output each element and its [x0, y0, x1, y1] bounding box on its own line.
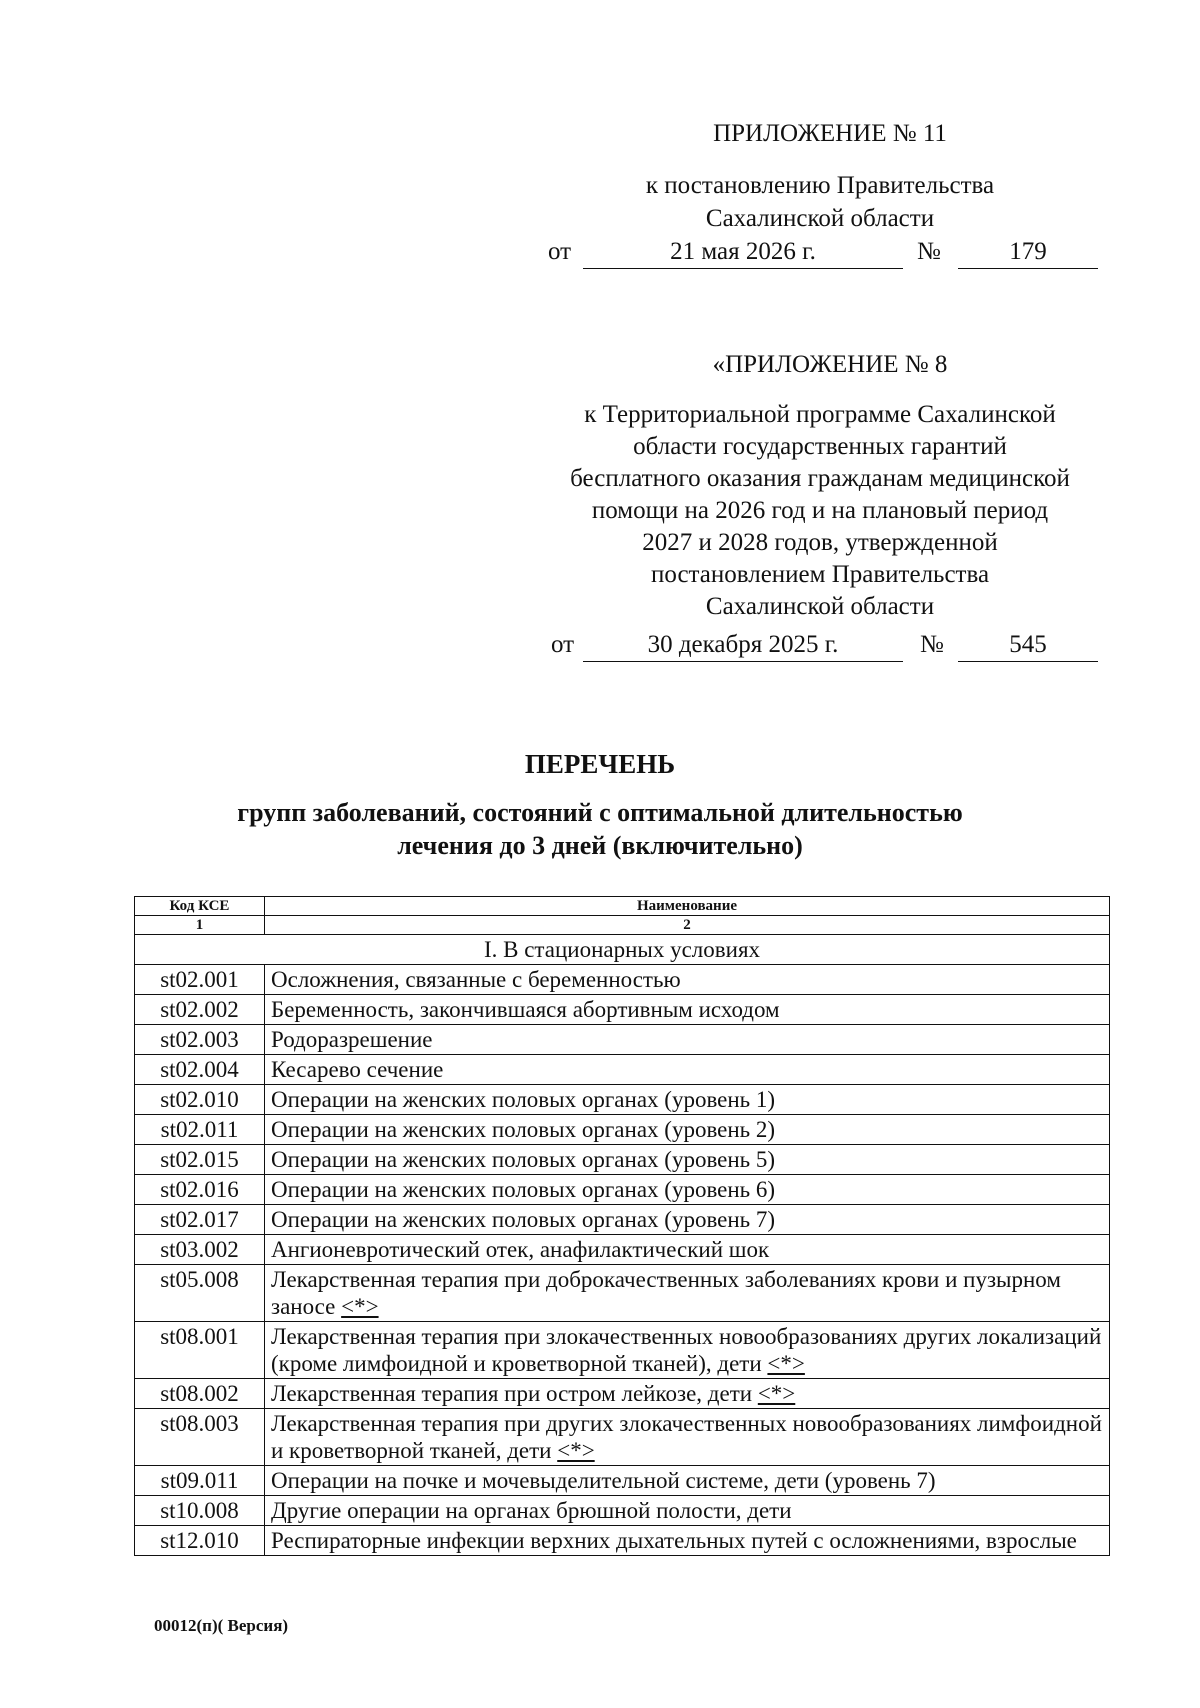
kse-name-text: Операции на почке и мочевыделительной системе, дети (уровень 7) [271, 1468, 936, 1493]
appendix8-title: «ПРИЛОЖЕНИЕ № 8 [712, 351, 948, 378]
appendix11-title: ПРИЛОЖЕНИЕ № 11 [713, 120, 947, 147]
kse-name-text: Операции на женских половых органах (уровень 6) [271, 1177, 776, 1202]
kse-name [265, 965, 1110, 995]
kse-code: st09.011 [135, 1466, 265, 1496]
kse-name [265, 1085, 1110, 1115]
table-row [135, 1526, 1110, 1556]
footnote-ref-link: <*> [341, 1294, 379, 1319]
kse-code: st02.011 [135, 1115, 265, 1145]
footnote-ref-link: <*> [757, 1381, 796, 1406]
kse-code: st12.010 [135, 1526, 265, 1556]
kse-name [265, 995, 1110, 1025]
appendix8-line: Сахалинской области [705, 593, 935, 620]
appendix11-line2: Сахалинской области [705, 205, 935, 232]
kse-code: st03.002 [135, 1235, 265, 1265]
appendix8-line: области государственных гарантий [633, 433, 1007, 460]
kse-name-text: Лекарственная терапия при доброкачественных заболеваниях крови и пузырном заносе [271, 1267, 1061, 1319]
doc-subtitle-2: лечения до 3 дней (включительно) [397, 831, 803, 860]
kse-name [265, 1265, 1110, 1322]
kse-name [265, 1526, 1110, 1556]
table-section-row [135, 935, 1110, 965]
kse-code: st02.003 [135, 1025, 265, 1055]
appendix8-line: помощи на 2026 год и на плановый период [591, 497, 1049, 524]
footer-code: 00012(п)( Версия) [154, 1616, 289, 1635]
table-row [135, 1322, 1110, 1379]
kse-name [265, 1145, 1110, 1175]
kse-name-text: Кесарево сечение [271, 1057, 444, 1082]
kse-code: st08.002 [135, 1379, 265, 1409]
appendix8-line: бесплатного оказания гражданам медицинской [570, 465, 1070, 492]
kse-code: st02.015 [135, 1145, 265, 1175]
doc-subtitle-1: групп заболеваний, состояний с оптимальной длительностью [237, 798, 963, 827]
table-number-row [135, 916, 1110, 935]
kse-name [265, 1055, 1110, 1085]
footnote-ref-link: <*> [767, 1351, 805, 1376]
kse-code: st08.001 [135, 1322, 265, 1379]
kse-name [265, 1496, 1110, 1526]
table-row [135, 1466, 1110, 1496]
kse-name-text: Операции на женских половых органах (уровень 2) [271, 1117, 776, 1142]
kse-name [265, 1115, 1110, 1145]
table-row [135, 1085, 1110, 1115]
col1-header: Код КСЕ [135, 897, 265, 916]
table-row [135, 1145, 1110, 1175]
table-row [135, 1175, 1110, 1205]
table-row [135, 1265, 1110, 1322]
kse-name [265, 1235, 1110, 1265]
kse-name-text: Осложнения, связанные с беременностью [271, 967, 681, 992]
kse-name [265, 1379, 1110, 1409]
appendix11-num-label: № [917, 238, 941, 265]
kse-code: st02.017 [135, 1205, 265, 1235]
kse-name-text: Другие операции на органах брюшной полости, дети [271, 1498, 792, 1523]
appendix8-date: 30 декабря 2025 г. [583, 629, 903, 662]
table-row [135, 965, 1110, 995]
table-row [135, 1235, 1110, 1265]
doc-title: ПЕРЕЧЕНЬ [524, 749, 676, 779]
kse-code: st02.002 [135, 995, 265, 1025]
appendix11-date: 21 мая 2026 г. [583, 236, 903, 269]
kse-name-text: Операции на женских половых органах (уровень 7) [271, 1207, 776, 1232]
table-header-row [135, 897, 1110, 916]
col2-number: 2 [265, 916, 1110, 935]
kse-code: st02.004 [135, 1055, 265, 1085]
kse-name-text: Родоразрешение [271, 1027, 433, 1052]
section-title: I. В стационарных условиях [135, 935, 1110, 965]
table-row [135, 995, 1110, 1025]
kse-table [134, 896, 1110, 1556]
kse-name [265, 1025, 1110, 1055]
appendix8-line: 2027 и 2028 годов, утвержденной [642, 529, 998, 556]
kse-name [265, 1466, 1110, 1496]
appendix8-line: к Территориальной программе Сахалинской [584, 401, 1056, 428]
kse-name-text: Респираторные инфекции верхних дыхательных путей с осложнениями, взрослые [271, 1528, 1077, 1553]
kse-name-text: Лекарственная терапия при остром лейкозе, дети [271, 1381, 758, 1406]
appendix11-from-label: от [548, 238, 572, 265]
kse-code: st10.008 [135, 1496, 265, 1526]
kse-name-text: Лекарственная терапия при других злокачественных новообразованиях лимфоидной и кроветворной тканей, дети [271, 1411, 1102, 1463]
table-row [135, 1379, 1110, 1409]
kse-name [265, 1175, 1110, 1205]
table-row [135, 1205, 1110, 1235]
kse-name-text: Лекарственная терапия при злокачественных новообразованиях других локализаций (кроме лимфоидной и кроветворной тканей), дети [271, 1324, 1102, 1376]
kse-name [265, 1205, 1110, 1235]
kse-name [265, 1322, 1110, 1379]
kse-code: st02.010 [135, 1085, 265, 1115]
table-row [135, 1115, 1110, 1145]
appendix8-lines [520, 399, 1120, 623]
table-row [135, 1025, 1110, 1055]
appendix8-line: постановлением Правительства [650, 561, 990, 588]
kse-name-text: Операции на женских половых органах (уровень 5) [271, 1147, 776, 1172]
kse-code: st05.008 [135, 1265, 265, 1322]
col2-header: Наименование [265, 897, 1110, 916]
kse-name-text: Ангионевротический отек, анафилактический шок [271, 1237, 770, 1262]
appendix8-number: 545 [958, 629, 1098, 662]
appendix11-line1: к постановлению Правительства [645, 172, 995, 199]
kse-code: st02.001 [135, 965, 265, 995]
col1-number: 1 [135, 916, 265, 935]
footnote-ref-link: <*> [557, 1438, 595, 1463]
kse-code: st02.016 [135, 1175, 265, 1205]
appendix8-from-label: от [551, 631, 575, 658]
kse-name [265, 1409, 1110, 1466]
table-row [135, 1496, 1110, 1526]
table-row [135, 1409, 1110, 1466]
kse-name-text: Беременность, закончившаяся абортивным исходом [271, 997, 780, 1022]
appendix8-num-label: № [920, 631, 944, 658]
appendix11-number: 179 [958, 236, 1098, 269]
kse-name-text: Операции на женских половых органах (уровень 1) [271, 1087, 776, 1112]
table-row [135, 1055, 1110, 1085]
kse-code: st08.003 [135, 1409, 265, 1466]
